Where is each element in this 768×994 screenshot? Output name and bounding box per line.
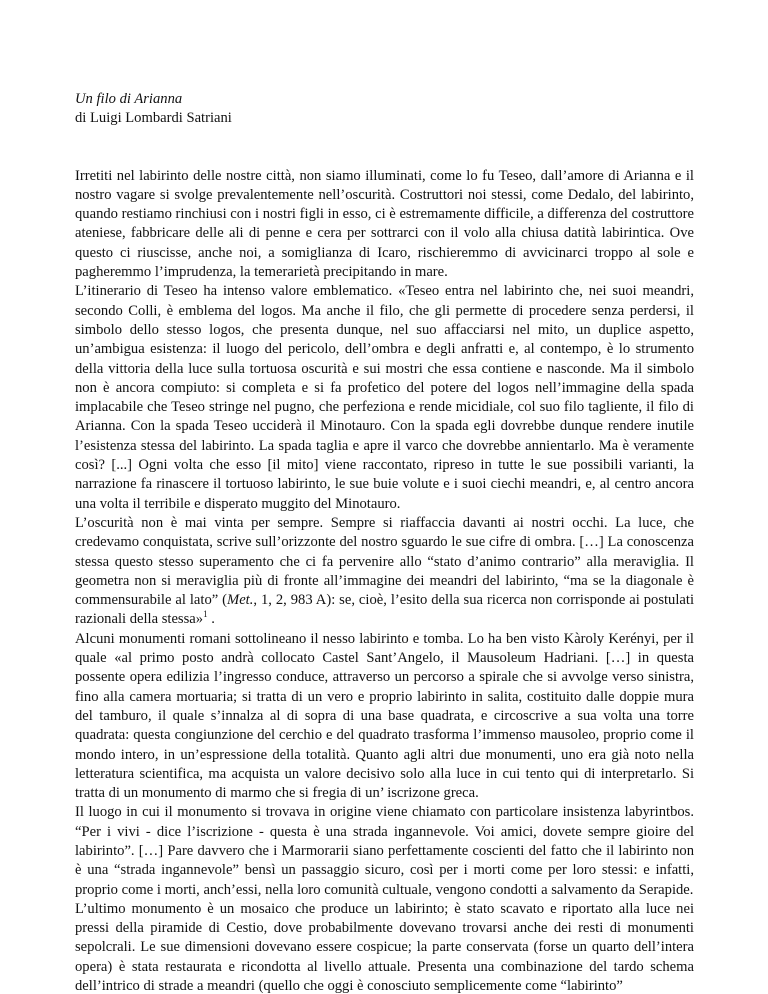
paragraph-text: .: [207, 611, 215, 628]
paragraph-text: Alcuni monumenti romani sottolineano il nesso labirinto e tomba. Lo ha ben visto Kàroly Kerényi, per il quale «al primo posto andrà collocato Castel Sant’Angelo, il Mausoleum Hadriani. […] in questa possente opera edilizia l’ingresso conduce, attraverso un percorso a spirale che si avvolge verso sinistra, fino alla camera mortuaria; si tratta di un vero e proprio labirinto in salita, costituito dalle doppie mura del tamburo, il quale s’innalza al di sopra di una base quadrata, e circoscrive a sua volta una torre quadrata: questa congiunzione del cerchio e del quadrato trasforma l’immenso mausoleo, proprio come il mondo intero, in un’espressione della totalità. Quanto agli altri due monumenti, uno era già noto nella letteratura scientifica, ma acquista un valore decisivo solo alla luce in cui tento qui di interpretarlo. Si tratta di un monumento di marmo che si fregia di un’ iscrizone greca.: [75, 630, 694, 802]
document-title: Un filo di Arianna: [75, 91, 183, 107]
paragraph: [75, 900, 694, 994]
paragraph-text: , 1, 2, 983 A): se, cioè, l’esito della sua ricerca non corrisponde ai postulati razionali della stessa»: [75, 592, 694, 628]
paragraphs: [75, 167, 694, 994]
footnote-marker: 1: [203, 609, 208, 620]
document-body: [75, 90, 694, 994]
paragraph: [75, 630, 694, 804]
paragraph: [75, 167, 694, 283]
document-author: di Luigi Lombardi Satriani: [75, 110, 232, 127]
paragraph: [75, 514, 694, 630]
paragraph: [75, 282, 694, 514]
paragraph-text: L’ultimo monumento è un mosaico che produce un labirinto; è stato scavato e riportato alla luce nei pressi della piramide di Cestio, dove probabilmente dovevano trovarsi anche dei resti di monumenti sepolcrali. Le sue dimensioni dovevano essere cospicue; la parte conservata (forse un quarto dell’intera opera) è stata restaurata e ricondotta al livello attuale. Presenta una combinazione del tardo schema dell’intrico di strade a meandri (quello che oggi è conosciuto semplicemente come “labirinto”: [75, 900, 694, 994]
italic-text: Met.: [227, 592, 254, 609]
paragraph-text: L’oscurità non è mai vinta per sempre. Sempre si riaffaccia davanti ai nostri occhi. La luce, che credevamo conquistata, scrive sull’orizzonte del nostro sguardo le sue cifre di ombra. […] La conoscenza stessa questo stesso superamento che ci fa pervenire allo “stato d’animo contrario” alla meraviglia. Il geometra non si meraviglia più di fronte all’immagine dei meandri del labirinto, “ma se la diagonale è commensurabile al lato” (: [75, 514, 694, 609]
paragraph-text: Il luogo in cui il monumento si trovava in origine viene chiamato con particolare insistenza labyrintbos. “Per i vivi - dice l’iscrizione - questa è una strada ingannevole. Voi amici, dovete sempre gioire del labirinto”. […] Pare davvero che i Marmorarii siano perfettamente coscienti del fatto che il labirinto non è una “strada ingannevole” bensì un passaggio sicuro, così per i morti come per loro stessi: e infatti, proprio come i morti, anch’essi, nella loro comunità cultuale, vengono condotti a salvamento da Serapide.: [75, 804, 694, 898]
paragraph-text: L’itinerario di Teseo ha intenso valore emblematico. «Teseo entra nel labirinto che, nei suoi meandri, secondo Colli, è emblema del logos. Ma anche il filo, che gli permette di procedere senza perdersi, il simbolo dello stesso logos, che presenta dunque, nel suo affacciarsi nel mito, un duplice aspetto, un’ambigua esistenza: il luogo del pericolo, dell’ombra e degli anfratti e, al contempo, è lo strumento della vittoria della luce sulla tortuosa oscurità e sui mostri che essa contiene e nasconde. Ma il simbolo non è ancora compiuto: si completa e si fa profetico del potere del logos nell’immagine della spada implacabile che Teseo stringe nel pugno, che perfeziona e rende micidiale, col suo filo tagliente, il filo di Arianna. Con la spada Teseo ucciderà il Minotauro. Con la spada egli dovrebbe dunque rendere inutile l’esistenza stessa del labirinto. La spada taglia e apre il varco che dovrebbe annientarlo. Ma è veramente così? [...] Ogni volta che esso [il mito] viene raccontato, ripreso in tutte le sue possibili varianti, la narrazione fa rinascere il tortuoso labirinto, le sue buie volute e i suoi ciechi meandri, e, al centro ancora una volta il terribile e disperato muggito del Minotauro.: [75, 283, 694, 512]
paragraph: [75, 803, 694, 899]
paragraph-text: Irretiti nel labirinto delle nostre città, non siamo illuminati, come lo fu Teseo, dall’amore di Arianna e il nostro vagare si svolge prevalentemente nell’oscurità. Costruttori noi stessi, come Dedalo, del labirinto, quando restiamo rinchiusi con i nostri figli in esso, ci è estremamente difficile, a differenza del costruttore ateniese, fabbricare delle ali di penne e cera per sottrarci con il volo alla chiusa datità labirintica. Ove questo ci riuscisse, anche noi, a somiglianza di Icaro, rischieremmo di avvicinarci troppo al sole e pagheremmo l’imprudenza, la temerarietà precipitando in mare.: [75, 167, 694, 281]
spacer: [75, 129, 694, 167]
